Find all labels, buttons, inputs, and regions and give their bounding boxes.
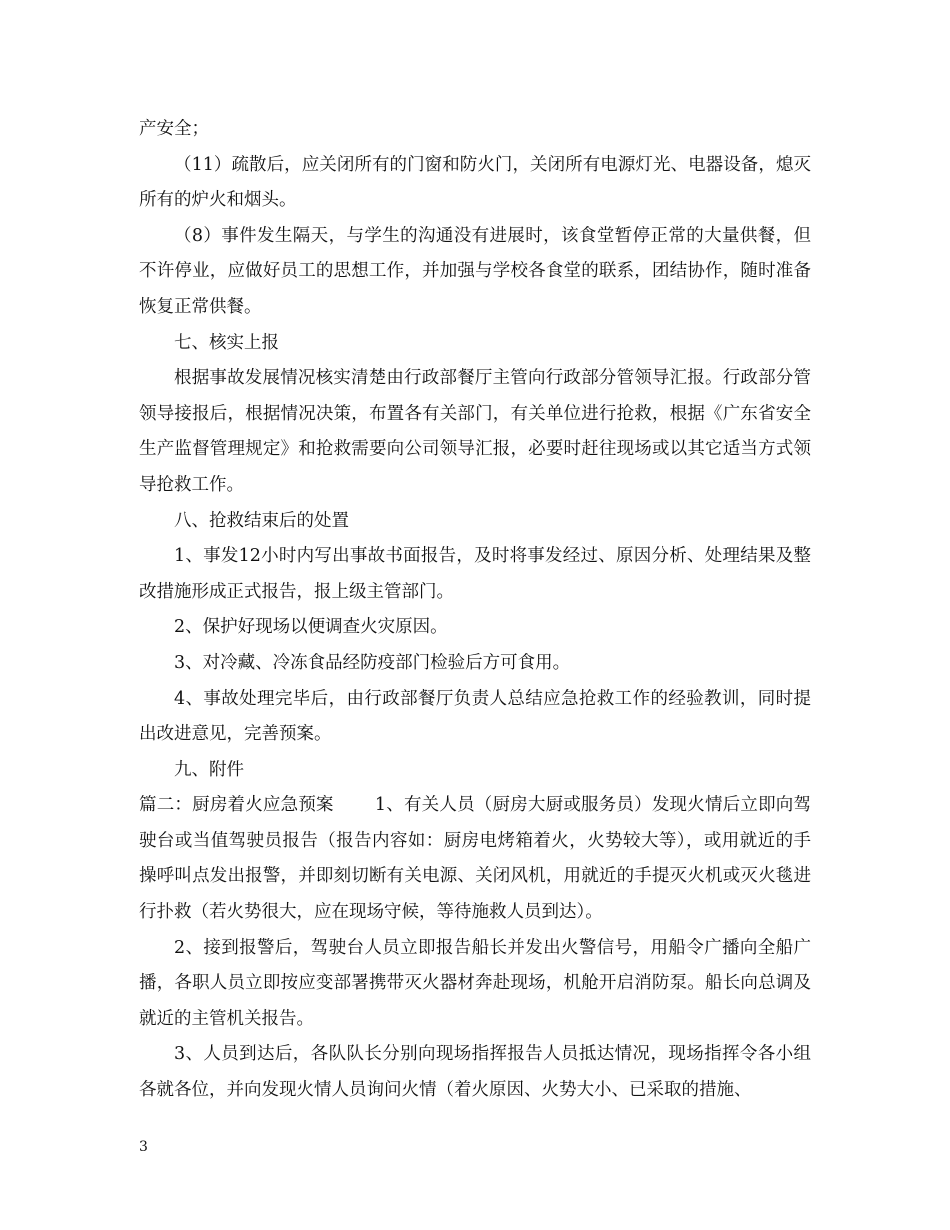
list-item-2: 2、保护好现场以便调查火灾原因。 [174, 617, 448, 638]
paragraph-2: （11）疏散后，应关闭所有的门窗和防火门，关闭所有电源灯光、电器设备，熄灭所有的炉火和烟头。 [139, 154, 811, 211]
paragraph-part-two: 篇二：厨房着火应急预案 1、有关人员（厨房大厨或服务员）发现火情后立即向驾驶台或当值驾驶员报告（报告内容如：厨房电烤箱着火，火势较大等），或用就近的手操呼叫点发出报警，并即刻切断有关电源、关闭风机，用就近的手提灭火机或灭火毯进行扑救（若火势很大，应在现场守候，等待施救人员到达）。 [139, 795, 811, 923]
paragraph-14: 3、人员到达后，各队队长分别向现场指挥报告人员抵达情况，现场指挥令各小组各就各位，并向发现火情人员询问火情（着火原因、火势大小、已采取的措施、 [139, 1044, 811, 1101]
list-item-1: 1、事发12小时内写出事故书面报告，及时将事发经过、原因分析、处理结果及整改措施形成正式报告，报上级主管部门。 [139, 546, 811, 602]
list-item-4: 4、事故处理完毕后，由行政部餐厅负责人总结应急抢救工作的经验教训，同时提出改进意见，完善预案。 [139, 688, 811, 745]
page-number: 3 [139, 1139, 148, 1155]
section-heading-8: 八、抢救结束后的处置 [174, 510, 349, 531]
list-item-3: 3、对冷藏、冷冻食品经防疫部门检验后方可食用。 [174, 652, 571, 673]
document-body [139, 112, 811, 1109]
paragraph-13: 2、接到报警后，驾驶台人员立即报告船长并发出火警信号，用船令广播向全船广播，各职人员立即按应变部署携带灭火器材奔赴现场，机舱开启消防泵。船长向总调及就近的主管机关报告。 [139, 937, 811, 1029]
section-heading-9: 九、附件 [174, 759, 244, 780]
paragraph-5: 根据事故发展情况核实清楚由行政部餐厅主管向行政部分管领导汇报。行政部分管领导接报后，根据情况决策，布置各有关部门，有关单位进行抢救，根据《广东省安全生产监督管理规定》和抢救需要向公司领导汇报，必要时赶往现场或以其它适当方式领导抢救工作。 [139, 368, 811, 495]
paragraph-1: 产安全； [139, 119, 209, 139]
paragraph-3: （8）事件发生隔天，与学生的沟通没有进展时，该食堂暂停正常的大量供餐，但不许停业，应做好员工的思想工作，并加强与学校各食堂的联系，团结协作，随时准备恢复正常供餐。 [139, 225, 811, 317]
section-heading-7: 七、核实上报 [174, 332, 279, 353]
